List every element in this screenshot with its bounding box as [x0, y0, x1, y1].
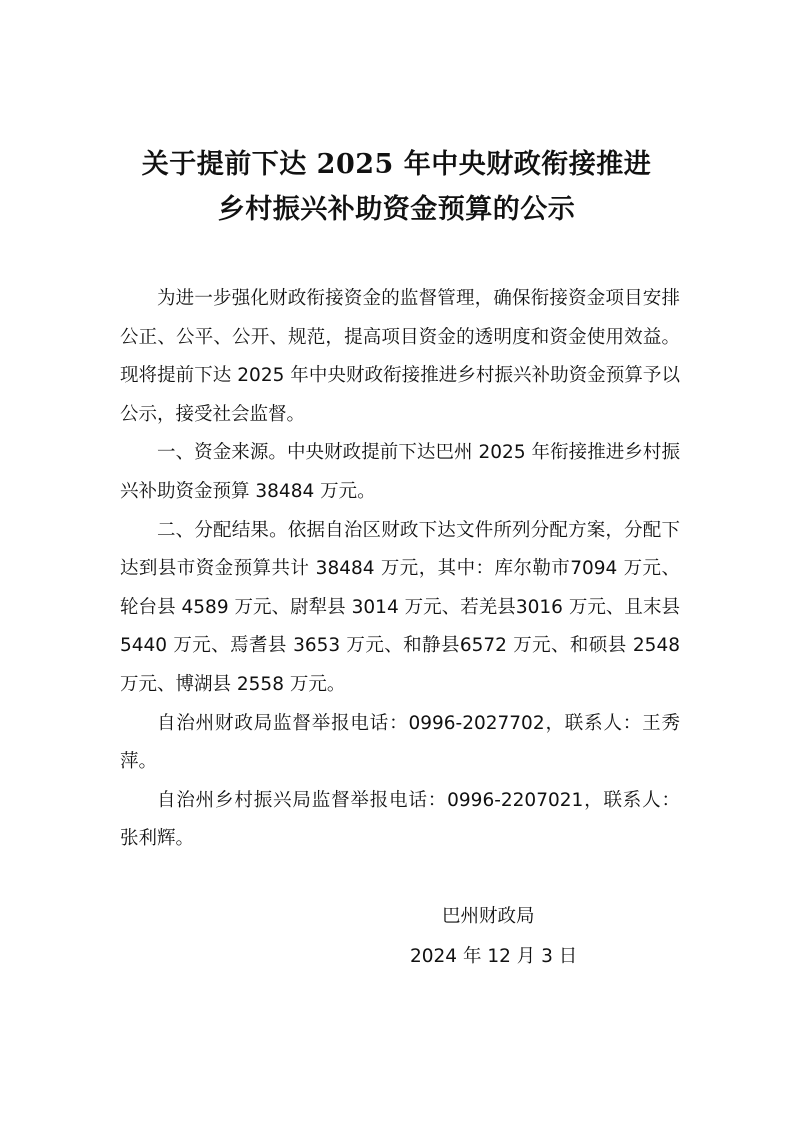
- signature-organization: 巴州财政局: [442, 906, 535, 927]
- paragraph-funding-source: 一、资金来源。中央财政提前下达巴州 2025 年衔接推进乡村振兴补助资金预算 38484 万元。: [120, 442, 680, 502]
- paragraph-finance-contact: 自治州财政局监督举报电话：0996-2027702，联系人：王秀萍。: [120, 712, 680, 773]
- paragraph-rural-contact: 自治州乡村振兴局监督举报电话：0996-2207021，联系人：张利辉。: [120, 789, 680, 850]
- document-body: [120, 280, 680, 859]
- paragraph-allocation-result: 二、分配结果。依据自治区财政下达文件所列分配方案，分配下达到县市资金预算共计 38484 万元，其中：库尔勒市7094 万元、轮台县 4589 万元、尉犁县 3014 万元、若羌县3016 万元、且末县 5440 万元、焉耆县 3653 万元、和静县6572 万元、和硕县 2548 万元、博湖县 2558 万元。: [120, 519, 680, 695]
- title-line-2: 乡村振兴补助资金预算的公示: [217, 194, 576, 225]
- title-line-1: 关于提前下达 2025 年中央财政衔接推进: [141, 149, 652, 180]
- page-title: [0, 142, 793, 232]
- signature-date: 2024 年 12 月 3 日: [410, 946, 578, 967]
- paragraph-intro: 为进一步强化财政衔接资金的监督管理，确保衔接资金项目安排公正、公平、公开、规范，提高项目资金的透明度和资金使用效益。现将提前下达 2025 年中央财政衔接推进乡村振兴补助资金预算予以公示，接受社会监督。: [120, 288, 680, 425]
